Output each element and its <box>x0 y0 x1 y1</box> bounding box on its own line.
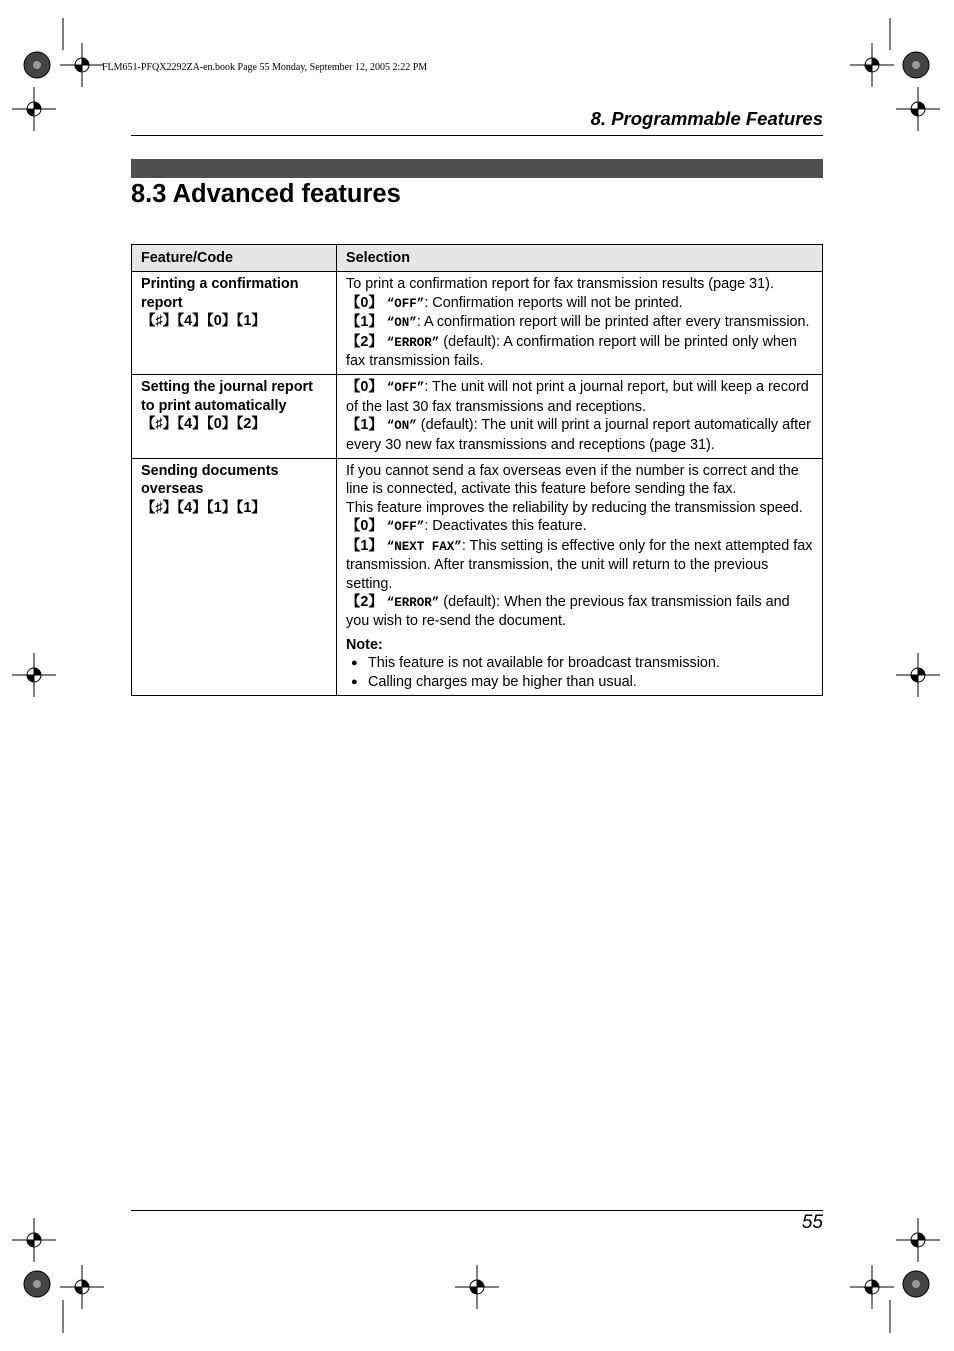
option-desc: (default): The unit will print a journal report automatically after every 30 new fax transmissions and receptions (page 31). <box>346 417 811 453</box>
selection-intro-2: This feature improves the reliability by reducing the transmission speed. <box>346 499 803 516</box>
option-display: “ON” <box>386 316 417 331</box>
option-display: “ERROR” <box>386 595 440 610</box>
feature-name: Printing a confirmation report <box>141 276 299 311</box>
feature-name: Sending documents overseas <box>141 463 279 498</box>
selection-intro: To print a confirmation report for fax transmission results (page 31). <box>346 276 774 293</box>
title-bar <box>131 159 823 178</box>
option-desc: (default): A confirmation report will be printed only when fax transmission fails. <box>346 333 797 370</box>
option-key: 【1】 <box>346 314 383 331</box>
option-desc: : Confirmation reports will not be printed. <box>424 294 683 311</box>
header-rule <box>131 135 823 136</box>
option-key: 【0】 <box>346 518 383 535</box>
feature-code: 【♯】【4】【0】【2】 <box>141 416 266 433</box>
features-table <box>131 244 823 696</box>
option-display: “OFF” <box>386 520 425 535</box>
selection-option <box>346 378 813 416</box>
option-display: “ON” <box>386 419 417 434</box>
option-desc: : The unit will not print a journal report, but will keep a record of the last 30 fax transmissions and receptions. <box>346 379 809 415</box>
option-desc: : This setting is effective only for the next attempted fax transmission. After transmission, the unit will return to the previous setting. <box>346 537 813 592</box>
option-desc: : Deactivates this feature. <box>424 518 587 535</box>
selection-option <box>346 517 813 536</box>
option-display: “NEXT FAX” <box>386 539 462 554</box>
option-key: 【1】 <box>346 537 383 554</box>
option-desc: (default): When the previous fax transmission fails and you wish to re-send the document. <box>346 593 790 630</box>
feature-code: 【♯】【4】【0】【1】 <box>141 313 266 330</box>
column-header-selection: Selection <box>337 245 823 272</box>
print-info-line: FLM651-PFQX2292ZA-en.book Page 55 Monday, September 12, 2005 2:22 PM <box>102 62 428 73</box>
note-item: ● This feature is not available for broadcast transmission. <box>346 654 813 672</box>
page-number: 55 <box>801 1212 823 1233</box>
option-key: 【2】 <box>346 333 383 350</box>
option-key: 【2】 <box>346 593 383 610</box>
selection-option <box>346 294 813 313</box>
table-row <box>132 459 823 696</box>
option-display: “OFF” <box>386 381 425 396</box>
table-header-row <box>132 245 823 272</box>
selection-option <box>346 313 813 332</box>
selection-intro: If you cannot send a fax overseas even if the number is correct and the line is connected, activate this feature before sending the fax. <box>346 463 799 498</box>
selection-option <box>346 416 813 454</box>
option-key: 【1】 <box>346 417 383 434</box>
feature-name: Setting the journal report to print automatically <box>141 379 313 414</box>
selection-option <box>346 593 813 631</box>
option-key: 【0】 <box>346 379 383 396</box>
page-title: 8.3 Advanced features <box>131 180 401 208</box>
feature-code: 【♯】【4】【1】【1】 <box>141 499 266 516</box>
selection-option <box>346 537 813 593</box>
footer-rule <box>131 1210 823 1211</box>
table-row <box>132 375 823 459</box>
option-desc: : A confirmation report will be printed after every transmission. <box>416 314 810 331</box>
option-key: 【0】 <box>346 294 383 311</box>
section-header: 8. Programmable Features <box>590 108 823 129</box>
table-row <box>132 272 823 375</box>
option-display: “ERROR” <box>386 335 440 350</box>
note-item: ● Calling charges may be higher than usual. <box>346 673 813 691</box>
column-header-feature: Feature/Code <box>132 245 337 272</box>
selection-option <box>346 333 813 371</box>
note-title: Note: <box>346 636 383 653</box>
option-display: “OFF” <box>386 296 425 311</box>
